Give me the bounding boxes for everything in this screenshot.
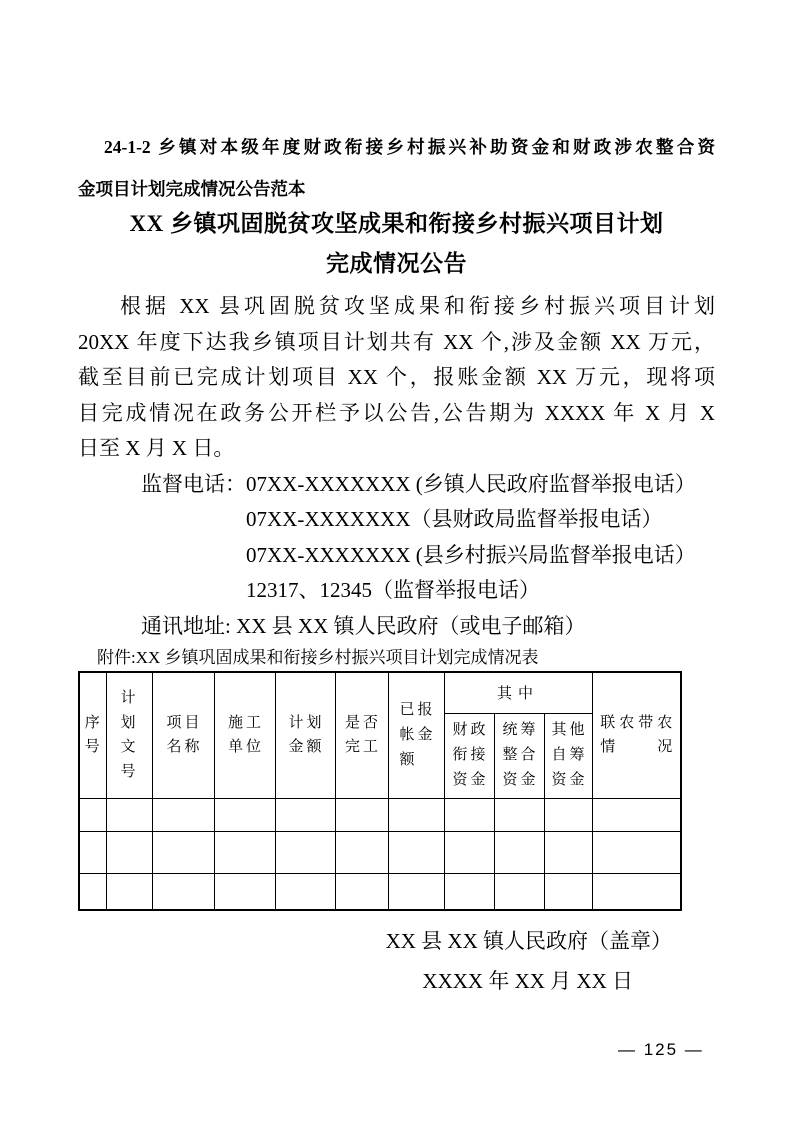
empty-cell — [335, 873, 388, 910]
body-line-2: 20XX 年度下达我乡镇项目计划共有 XX 个,涉及金额 XX 万元， — [78, 329, 715, 354]
empty-cell — [275, 873, 335, 910]
title-line-2: 完成情况公告 — [326, 251, 467, 276]
empty-cell — [544, 873, 592, 910]
header-contractor: 施工单位 — [214, 672, 275, 798]
empty-cell — [444, 798, 494, 831]
header-farmer-linkage: 联农带农情况 — [592, 672, 681, 798]
completion-table — [78, 671, 682, 911]
body-line-4: 目完成情况在政务公开栏予以公告,公告期为 XXXX 年 X 月 X — [78, 400, 715, 425]
table-row-empty-3 — [79, 873, 681, 910]
empty-cell — [152, 798, 214, 831]
doc-label — [78, 0, 715, 210]
supervision-phone-line-1: 监督电话：07XX-XXXXXXX (乡镇人民政府监督举报电话） — [141, 471, 696, 496]
empty-cell — [106, 831, 152, 873]
body-line-3: 截至目前已完成计划项目 XX 个，报账金额 XX 万元，现将项 — [78, 365, 715, 389]
empty-cell — [79, 798, 106, 831]
empty-cell — [335, 831, 388, 873]
header-coordinated-funds: 统筹整合资金 — [494, 713, 544, 798]
empty-cell — [494, 831, 544, 873]
header-completed-flag: 是否完工 — [335, 672, 388, 798]
signature-line: XX 县 XX 镇人民政府（盖章） — [385, 929, 672, 953]
supervision-phone-line-3: 07XX-XXXXXXX (县乡村振兴局监督举报电话） — [246, 542, 696, 567]
empty-cell — [214, 798, 275, 831]
header-reported-amount: 已报帐金额 — [388, 672, 444, 798]
empty-cell — [592, 873, 681, 910]
body-line-1: 根据 XX 县巩固脱贫攻坚成果和衔接乡村振兴项目计划 — [120, 294, 715, 318]
body-paragraph — [78, 289, 715, 644]
empty-cell — [388, 873, 444, 910]
empty-cell — [275, 831, 335, 873]
empty-cell — [106, 798, 152, 831]
attachment-note: 附件:XX 乡镇巩固成果和衔接乡村振兴项目计划完成情况表 — [97, 648, 539, 667]
empty-cell — [79, 873, 106, 910]
document-content — [78, 0, 715, 997]
empty-cell — [388, 831, 444, 873]
header-self-raised-funds: 其他自筹资金 — [544, 713, 592, 798]
empty-cell — [275, 798, 335, 831]
empty-cell — [444, 831, 494, 873]
table-row-empty-1 — [79, 798, 681, 831]
empty-cell — [388, 798, 444, 831]
body-line-5: 日至 X 月 X 日。 — [78, 436, 235, 460]
empty-cell — [152, 873, 214, 910]
doc-label-line-2: 金项目计划完成情况公告范本 — [78, 179, 306, 199]
header-breakdown: 其中 — [444, 672, 592, 713]
empty-cell — [494, 873, 544, 910]
header-plan-doc-no: 计划文号 — [106, 672, 152, 798]
empty-cell — [79, 831, 106, 873]
header-seq-no: 序号 — [79, 672, 106, 798]
empty-cell — [592, 831, 681, 873]
empty-cell — [214, 831, 275, 873]
date-line: XXXX 年 XX 月 XX 日 — [422, 969, 633, 993]
header-fiscal-linkage-funds: 财政衔接资金 — [444, 713, 494, 798]
supervision-phone-line-4: 12317、12345（监督举报电话） — [246, 578, 540, 602]
empty-cell — [592, 798, 681, 831]
document-title — [78, 204, 715, 284]
supervision-phone-line-2: 07XX-XXXXXXX（县财政局监督举报电话） — [246, 507, 663, 531]
header-project-name: 项目名称 — [152, 672, 214, 798]
empty-cell — [494, 798, 544, 831]
doc-label-line-1: 24-1-2 乡镇对本级年度财政衔接乡村振兴补助资金和财政涉农整合资 — [104, 137, 715, 157]
empty-cell — [152, 831, 214, 873]
address-line: 通讯地址: XX 县 XX 镇人民政府（或电子邮箱） — [141, 613, 586, 638]
empty-cell — [106, 873, 152, 910]
empty-cell — [544, 798, 592, 831]
empty-cell — [544, 831, 592, 873]
header-planned-amount: 计划金额 — [275, 672, 335, 798]
page-number: — 125 — — [618, 1040, 704, 1059]
empty-cell — [444, 873, 494, 910]
table-row-empty-2 — [79, 831, 681, 873]
title-line-1: XX 乡镇巩固脱贫攻坚成果和衔接乡村振兴项目计划 — [129, 211, 664, 236]
empty-cell — [214, 873, 275, 910]
empty-cell — [335, 798, 388, 831]
